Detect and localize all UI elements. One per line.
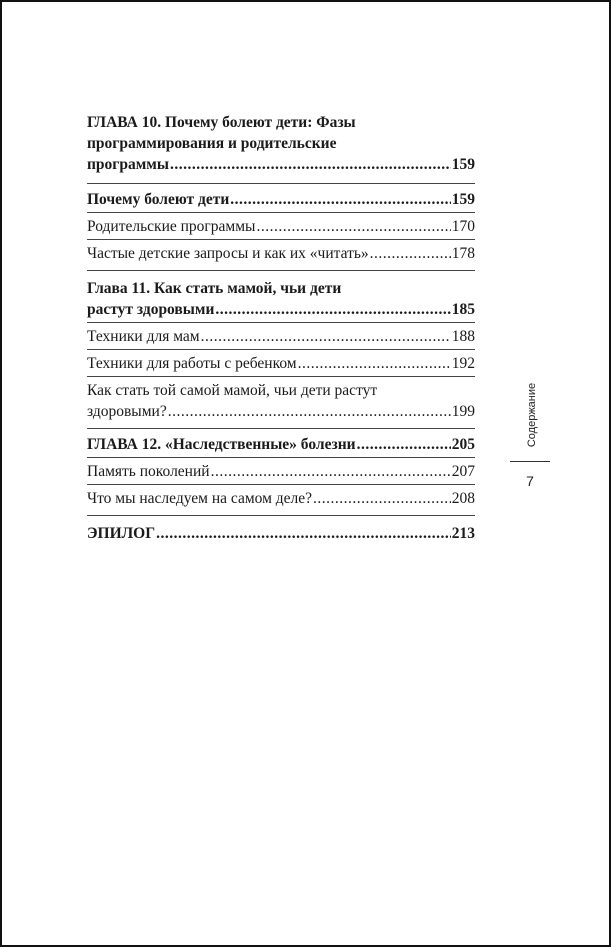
toc-chapter-10-line-2: программирования и родительские xyxy=(87,135,337,152)
toc-chapter-11-line-2: растут здоровыми xyxy=(87,301,215,318)
running-head xyxy=(521,380,543,450)
toc-section-title: Частые детские запросы и как их «читать» xyxy=(87,245,369,262)
toc-section-why-children-get-sick[interactable] xyxy=(87,189,475,210)
toc-section-become-that-mom[interactable] xyxy=(87,380,475,422)
toc-section-page: 207 xyxy=(451,463,475,480)
dot-leader xyxy=(170,154,451,175)
folio-divider xyxy=(510,461,550,462)
toc-section-page: 159 xyxy=(451,191,475,208)
toc-separator xyxy=(87,212,475,213)
toc-separator xyxy=(87,376,475,377)
toc-chapter-11-line-1: Глава 11. Как стать мамой, чьи дети xyxy=(87,280,342,297)
toc-section-generations-memory[interactable] xyxy=(87,461,475,482)
dot-leader xyxy=(313,488,451,509)
dot-leader xyxy=(256,216,450,237)
toc-section-title: Что мы наследуем на самом деле? xyxy=(87,490,313,507)
dot-leader xyxy=(298,353,451,374)
toc-chapter-10-line-1: ГЛАВА 10. Почему болеют дети: Фазы xyxy=(87,114,356,131)
toc-chapter-11[interactable] xyxy=(87,278,475,320)
toc-separator xyxy=(87,428,475,429)
toc-section-page: 170 xyxy=(451,218,475,235)
toc-separator xyxy=(87,270,475,271)
dot-leader xyxy=(211,461,451,482)
toc-separator xyxy=(87,349,475,350)
toc-chapter-12-page: 205 xyxy=(451,436,475,453)
toc-chapter-10-page: 159 xyxy=(451,156,475,173)
toc-chapter-12-title: ГЛАВА 12. «Наследственные» болезни xyxy=(87,436,356,453)
toc-epilogue-title: ЭПИЛОГ xyxy=(87,525,156,542)
toc-separator xyxy=(87,322,475,323)
toc-section-techniques-with-child[interactable] xyxy=(87,353,475,374)
dot-leader xyxy=(215,299,450,320)
toc-separator xyxy=(87,515,475,516)
toc-epilogue-page: 213 xyxy=(451,525,475,542)
dot-leader xyxy=(201,326,451,347)
toc-section-page: 208 xyxy=(451,490,475,507)
toc-separator xyxy=(87,484,475,485)
toc-section-title: Техники для работы с ребенком xyxy=(87,355,297,372)
toc-section-title: Техники для мам xyxy=(87,328,200,345)
dot-leader xyxy=(230,189,450,210)
dot-leader xyxy=(370,243,451,264)
toc-chapter-11-page: 185 xyxy=(451,301,475,318)
toc-section-child-requests[interactable] xyxy=(87,243,475,264)
toc-section-techniques-for-moms[interactable] xyxy=(87,326,475,347)
toc-separator xyxy=(87,183,475,184)
toc-separator xyxy=(87,239,475,240)
toc-section-page: 192 xyxy=(451,355,475,372)
toc-section-title-line-1: Как стать той самой мамой, чьи дети растут xyxy=(87,382,378,399)
toc-epilogue[interactable] xyxy=(87,523,475,544)
toc-section-title: Родительские программы xyxy=(87,218,256,235)
toc-section-title-line-2: здоровыми? xyxy=(87,403,167,420)
running-head-label: Содержание xyxy=(526,382,539,448)
toc-chapter-12[interactable] xyxy=(87,434,475,455)
toc-section-title: Память поколений xyxy=(87,463,210,480)
page-number: 7 xyxy=(526,473,534,489)
toc-section-parent-programs[interactable] xyxy=(87,216,475,237)
dot-leader xyxy=(168,401,451,422)
toc-chapter-10-line-3: программы xyxy=(87,156,169,173)
toc-section-page: 199 xyxy=(451,403,475,420)
toc-section-page: 188 xyxy=(451,328,475,345)
toc-separator xyxy=(87,457,475,458)
toc-section-what-we-inherit[interactable] xyxy=(87,488,475,509)
toc-chapter-10[interactable] xyxy=(87,112,475,175)
toc-section-title: Почему болеют дети xyxy=(87,191,230,208)
dot-leader xyxy=(357,434,451,455)
dot-leader xyxy=(156,523,451,544)
toc-section-page: 178 xyxy=(451,245,475,262)
